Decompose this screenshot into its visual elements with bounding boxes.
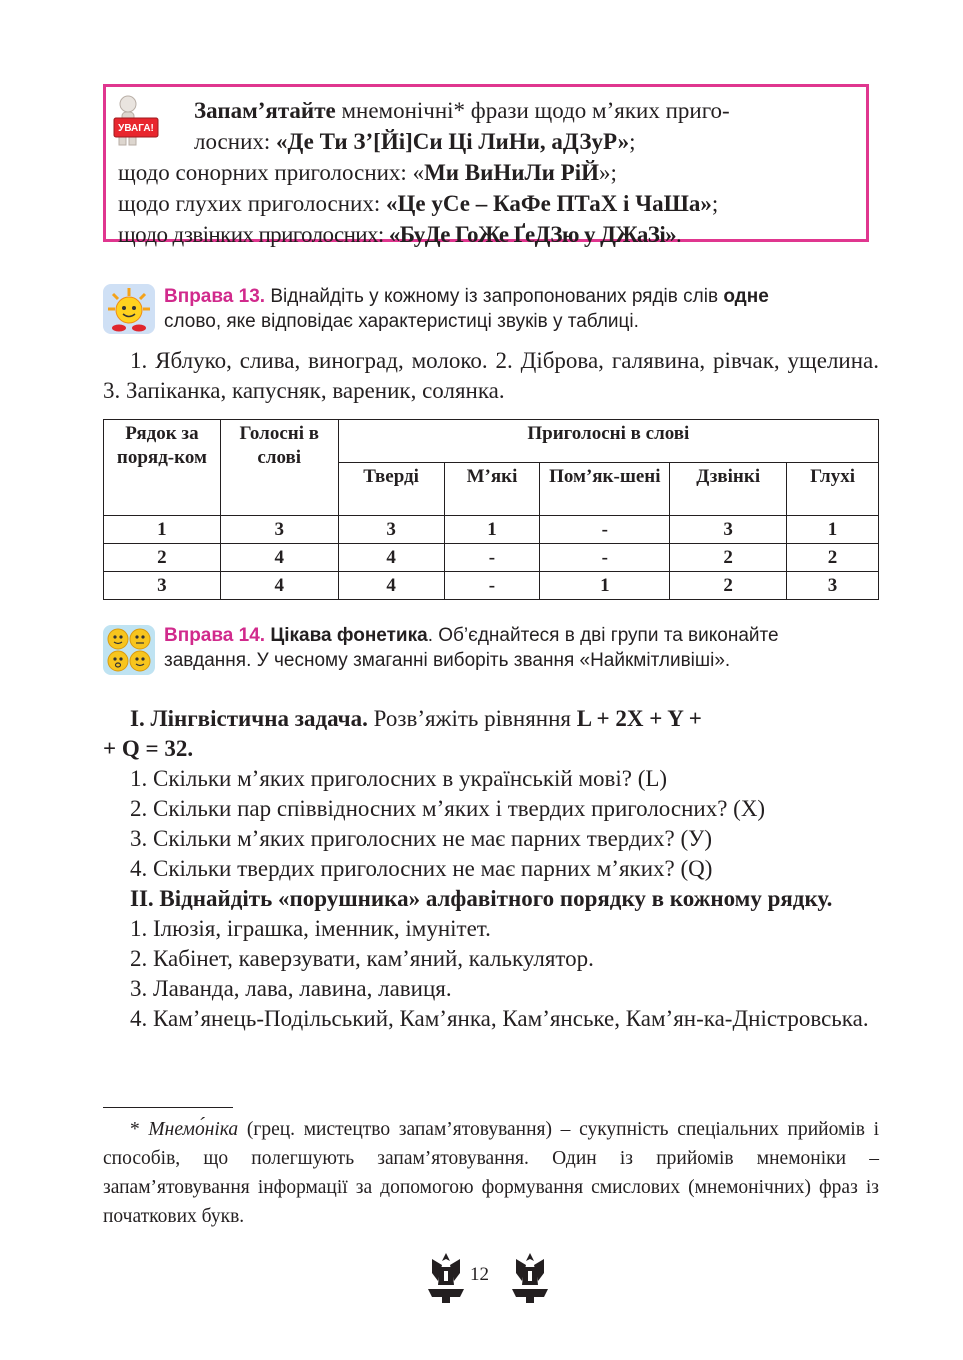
list-item: 1. Скільки м’яких приголосних в українській мові? (L) [130, 766, 668, 791]
list-item: 1. Ілюзія, іграшка, іменник, імунітет. [130, 916, 491, 941]
exercise-14-label: Вправа 14. [164, 625, 266, 646]
smiley-faces-icon [103, 625, 155, 675]
list-item: 3. Скільки м’яких приголосних не має парних твердих? (У) [130, 826, 713, 851]
exercise-13-words: 1. Яблуко, слива, виноград, молоко. 2. Діброва, галявина, рівчак, ущелина. 3. Запіканка, капусняк, вареник, солянка. [103, 348, 879, 403]
header-vowels: Голосні в слові [220, 420, 338, 516]
list-item: 4. Кам’янець-Подільський, Кам’янка, Кам’янське, Кам’ян-ка-Дністровська. [130, 1006, 869, 1031]
ornament-left-icon [424, 1251, 468, 1303]
memo-line-5: щодо дзвінких приголосних: «БуДе ГоЖе ҐеДЗю у ДЖаЗі». [118, 222, 682, 247]
list-item: 2. Кабінет, каверзувати, кам’яний, калькулятор. [130, 946, 594, 971]
memo-line-1: Запам’ятайте мнемонічні* фрази щодо м’яких приго- [194, 98, 730, 123]
task-1: І. Лінгвістична задача. Розв’яжіть рівняння L + 2X + Y + + Q = 32. 1. Скільки м’яких приголосних в українській мові? (L) 2. Скільки пар співвідносних м’яких і твердих приголосних? (X) 3. Скільки м’яких приголосних не має парних твердих? (У) 4. Скільки твердих приголосних не має парних м’яких? (Q) ІІ. Віднайдіть «порушника» алфавітного порядку в кожному рядку. 1. Ілюзія, іграшка, іменник, імунітет. 2. Кабінет, каверзувати, кам’яний, калькулятор. 3. Лаванда, лава, лавина, лавиця. 4. Кам’янець-Подільський, Кам’янка, Кам’янське, Кам’ян-ка-Дністровська. [103, 704, 879, 1034]
header-voiceless: Глухі [787, 463, 879, 516]
attention-sign-label: УВАГА! [118, 123, 154, 134]
sounds-table [103, 419, 879, 600]
header-softened: Пом’як-шені [540, 463, 670, 516]
memo-line-2: лосних: «Де Ти З’[Йі]Си Ці ЛиНи, аДЗуР»; [194, 129, 636, 154]
page-number: 12 [470, 1264, 489, 1285]
header-voiced: Дзвінкі [670, 463, 787, 516]
header-soft: М’які [444, 463, 540, 516]
exercise-13-header: Вправа 13. Віднайдіть у кожному із запропонованих рядів слів одне слово, яке відповідає характеристиці звуків у таблиці. [103, 284, 883, 334]
footnote: * Мнемо́ніка (грец. мистецтво запам’ятовування) – сукупність спеціальних прийомів і способів, що полегшують запам’ятовування. Один із прийомів мнемоніки – запам’ятовування інформації за допомогою формування смислових (мнемонічних) фраз із початкових букв. [103, 1119, 880, 1227]
table-row: 2 4 4 - - 2 2 [104, 544, 879, 572]
list-item: 3. Лаванда, лава, лавина, лавиця. [130, 976, 452, 1001]
exercise-13-label: Вправа 13. [164, 286, 266, 307]
ornament-right-icon [508, 1251, 552, 1303]
header-consonants: Приголосні в слові [338, 420, 878, 463]
table-row: 1 3 3 1 - 3 1 [104, 516, 879, 544]
memo-box [103, 84, 869, 247]
sun-character-icon [103, 284, 155, 334]
list-item: 4. Скільки твердих приголосних не має парних м’яких? (Q) [130, 856, 713, 881]
memo-line-3: щодо сонорних приголосних: «Ми ВиНиЛи РіЙ»; [118, 160, 617, 185]
task-2-title: ІІ. Віднайдіть «порушника» алфавітного порядку в кожному рядку. [130, 886, 833, 911]
header-hard: Тверді [338, 463, 444, 516]
table-row: 3 4 4 - 1 2 3 [104, 572, 879, 600]
memo-line-4: щодо глухих приголосних: «Це уСе – КаФе ПТаХ і ЧаШа»; [118, 191, 719, 216]
header-row-number: Рядок за поряд-ком [104, 420, 221, 516]
attention-sign-icon [112, 93, 170, 147]
footnote-divider [103, 1107, 233, 1108]
list-item: 2. Скільки пар співвідносних м’яких і твердих приголосних? (X) [130, 796, 766, 821]
task-1-title: І. Лінгвістична задача. Розв’яжіть рівняння L + 2X + Y + [130, 706, 702, 731]
exercise-14-header: Вправа 14. Цікава фонетика. Об’єднайтеся в дві групи та виконайте завдання. У чесному змаганні виборіть звання «Найкмітливіші». [103, 623, 883, 673]
